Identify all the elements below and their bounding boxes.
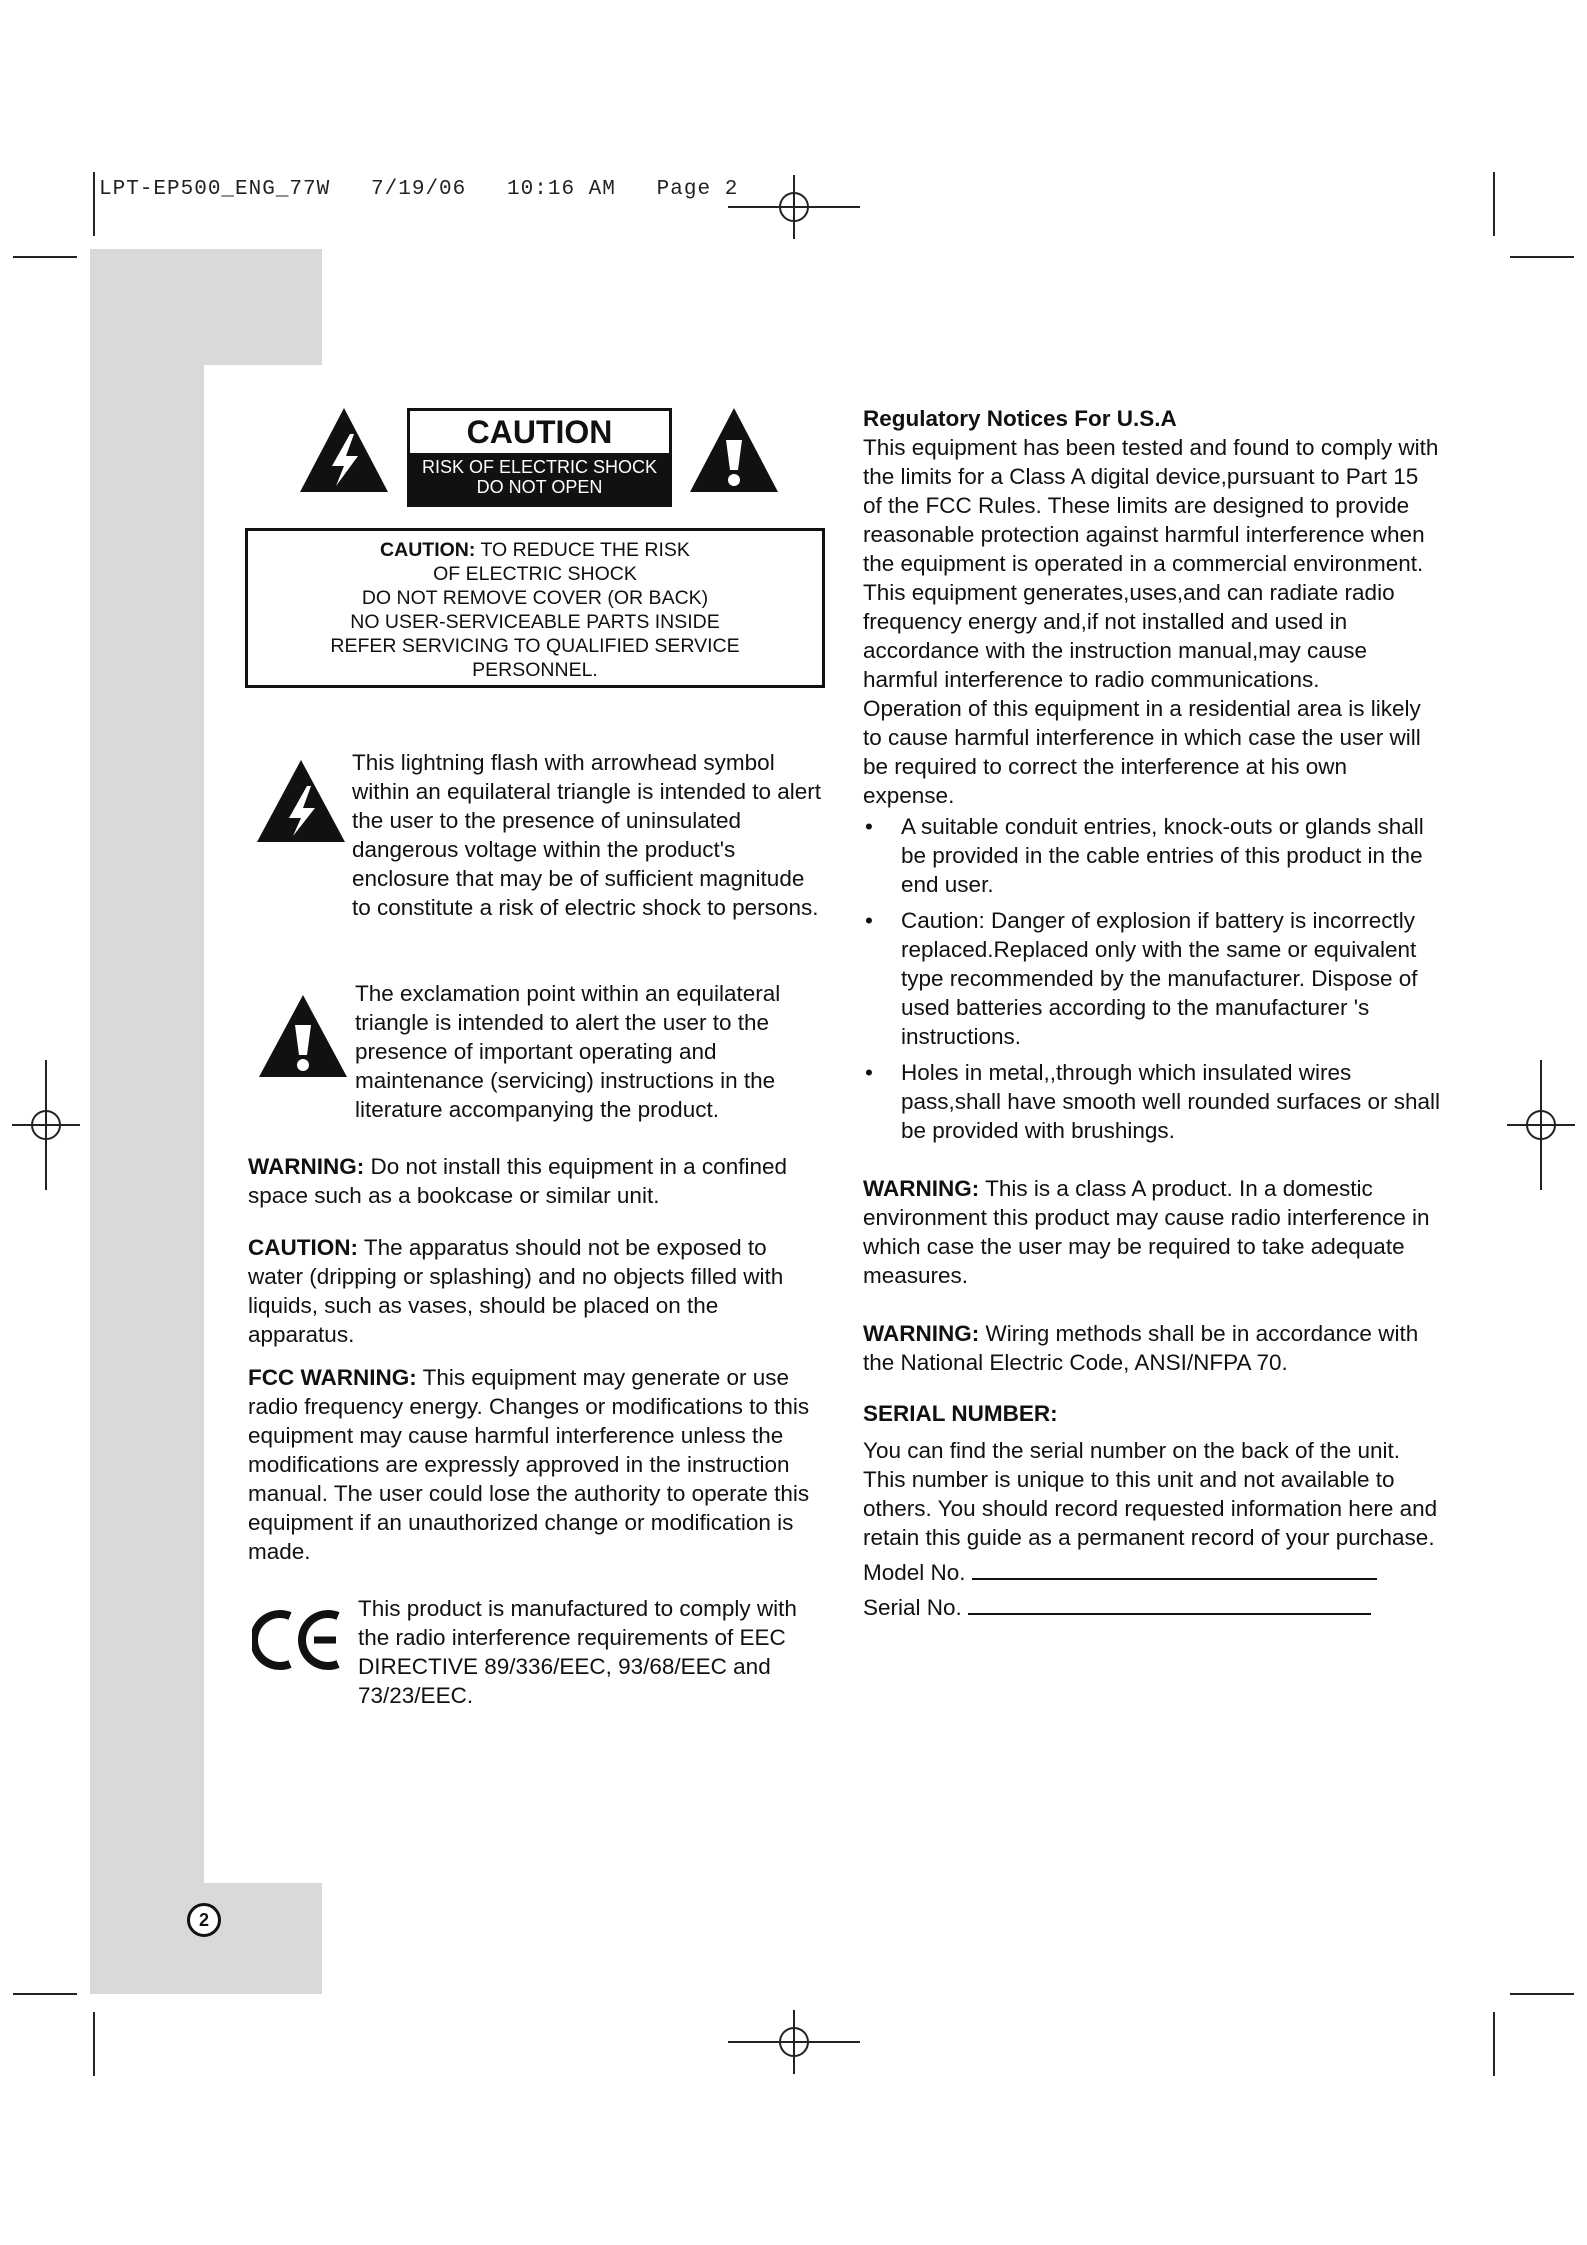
page-tab-bottom [90,1883,322,1994]
warning-install: WARNING: Do not install this equipment in a confined space such as a bookcase or similar unit. [248,1154,788,1208]
caution-box-line3: DO NOT REMOVE COVER (OR BACK) [361,587,709,609]
lightning-warning-icon [298,406,390,494]
caution-label-title: CAUTION [466,414,613,450]
exclamation-warning-icon [257,993,349,1079]
caution-label-sub [410,453,669,504]
registration-mark-icon [728,175,860,239]
model-number-field: Model No. [863,1556,1443,1587]
exclamation-symbol-text: The exclamation point within an equilateral triangle is intended to alert the user to the presence of important operating and maintenance (servicing) instructions in the literature accompanying the product. [355,981,781,1122]
list-item: • Caution: Danger of explosion if battery is incorrectly replaced.Replaced only with the same or equivalent type recommended by the manufacturer. Dispose of used batteries according to the manufacturer 's instructions. [865,908,1418,1049]
caution-label-line2: DO NOT OPEN [476,477,603,497]
caution-box-line1: CAUTION: TO REDUCE THE RISK [380,539,690,561]
list-item: • Holes in metal,,through which insulated wires pass,shall have smooth well rounded surfaces or shall be provided with brushings. [865,1060,1441,1143]
serial-heading: SERIAL NUMBER: [863,1401,1058,1426]
caution-box-line6: PERSONNEL. [472,659,598,681]
crop-mark [13,1993,77,1995]
regulatory-paragraph-2: This equipment generates,uses,and can radiate radio frequency energy and,if not installed and used in accordance with the instruction manual,may cause harmful interference to radio communications. [863,580,1395,692]
crop-mark [1510,256,1574,258]
crop-mark [13,256,77,258]
page-tab-spine [90,365,204,1994]
warning-wiring: WARNING: Wiring methods shall be in accordance with the National Electric Code, ANSI/NFPA 70. [863,1321,1419,1375]
crop-mark [93,2012,95,2076]
model-number-line[interactable] [972,1556,1377,1580]
bullet-icon: • [865,1060,873,1085]
registration-mark-icon [728,2010,860,2074]
serial-number-field: Serial No. [863,1591,1443,1622]
crop-mark [93,172,95,236]
fcc-warning: FCC WARNING: This equipment may generate or use radio frequency energy. Changes or modifications to this equipment may cause harmful interference unless the modifications are expressly approved in the instruction manual. The user could lose the authority to operate this equipment if an unauthorized change or modification is made. [248,1365,810,1564]
ce-mark-icon [252,1608,344,1672]
caution-label [407,408,672,507]
serial-number-line[interactable] [968,1591,1371,1615]
lightning-warning-icon [255,758,347,844]
crop-mark [1493,172,1495,236]
regulatory-heading: Regulatory Notices For U.S.A [863,406,1177,431]
page-tab-top [90,249,322,365]
exclamation-warning-icon [688,406,780,494]
caution-water: CAUTION: The apparatus should not be exposed to water (dripping or splashing) and no objects filled with liquids, such as vases, should be placed on the apparatus. [248,1235,784,1347]
caution-label-line1: RISK OF ELECTRIC SHOCK [421,457,658,477]
bullet-icon: • [865,814,873,839]
regulatory-paragraph-3: Operation of this equipment in a residential area is likely to cause harmful interference in which case the user will be required to correct the interference at his own expense. [863,696,1421,808]
crop-mark [1510,1993,1574,1995]
right-column [863,404,1443,1622]
lightning-symbol-text: This lightning flash with arrowhead symbol within an equilateral triangle is intended to alert the user to the presence of uninsulated dangerous voltage within the product's enclosure that may be of sufficient magnitude to constitute a risk of electric shock to persons. [352,750,822,920]
crop-mark [1493,2012,1495,2076]
list-item: • A suitable conduit entries, knock-outs or glands shall be provided in the cable entries of this product in the end user. [865,814,1424,897]
caution-box-line2: OF ELECTRIC SHOCK [433,563,637,585]
serial-text: You can find the serial number on the back of the unit. This number is unique to this unit and not available to others. You should record requested information here and retain this guide as a permanent record of your purchase. [863,1438,1438,1550]
warning-class-a: WARNING: This is a class A product. In a domestic environment this product may cause radio interference in which case the user may be required to take adequate measures. [863,1176,1430,1288]
regulatory-paragraph-1: This equipment has been tested and found to comply with the limits for a Class A digital device,pursuant to Part 15 of the FCC Rules. These limits are designed to provide reasonable protection against harmful interference when the equipment is operated in a commercial environment. [863,435,1439,576]
registration-mark-icon [1507,1060,1575,1190]
caution-box-line4: NO USER-SERVICEABLE PARTS INSIDE [350,611,720,633]
print-slug: LPT-EP500_ENG_77W 7/19/06 10:16 AM Page 2 [99,178,739,201]
registration-mark-icon [12,1060,80,1190]
caution-box [245,528,825,688]
bullet-icon: • [865,908,873,933]
caution-box-line5: REFER SERVICING TO QUALIFIED SERVICE [330,635,740,657]
ce-compliance-text: This product is manufactured to comply with the radio interference requirements of EEC DIRECTIVE 89/336/EEC, 93/68/EEC and 73/23/EEC. [358,1596,797,1708]
page-number: 2 [187,1903,221,1937]
